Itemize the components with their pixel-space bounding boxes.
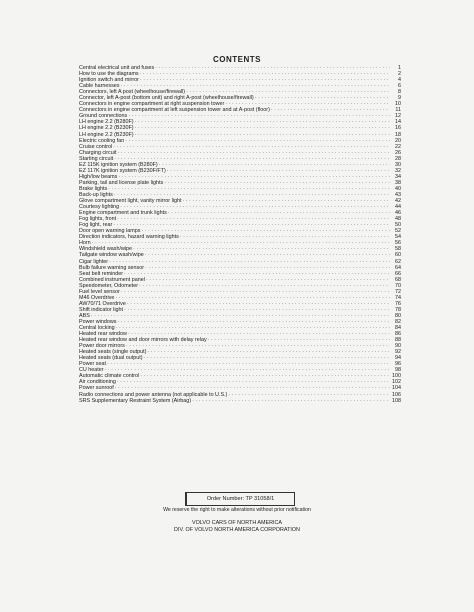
toc-entry-title: CU heater	[79, 367, 104, 374]
toc-entry-title: Automatic climate control	[79, 373, 140, 380]
toc-entry-page-number: 48	[395, 216, 401, 223]
toc-entry-page-number: 78	[395, 306, 401, 313]
toc-entry-title: Speedometer, Odometer	[79, 282, 139, 289]
toc-entry-title: Back-up lights	[79, 191, 113, 198]
toc-entry-page-number: 4	[398, 77, 401, 84]
toc-entry-title: Heated rear window	[79, 331, 127, 338]
toc-entry-page-number: 90	[395, 343, 401, 350]
toc-entry-title: Central locking	[79, 325, 115, 332]
toc-entry-title: SRS Supplementary Restraint System (Airbag)	[79, 397, 192, 404]
toc-entry-page-number: 12	[395, 113, 401, 120]
toc-entry-title: Door open warning lamps	[79, 228, 141, 235]
toc-entry-title: Connectors in engine compartment at left suspension tower and at A-post (floor)	[79, 107, 270, 114]
toc-entry	[79, 398, 401, 404]
toc-entry-page-number: 70	[395, 282, 401, 289]
toc-entry-page-number: 82	[395, 318, 401, 325]
toc-entry-title: Central electrical unit and fuses	[79, 65, 155, 71]
toc-entry-title: Connectors in engine compartment at right suspension tower	[79, 101, 225, 108]
toc-entry-page-number: 76	[395, 300, 401, 307]
toc-entry-page-number: 44	[395, 204, 401, 211]
toc-entry-page-number: 9	[398, 95, 401, 102]
toc-entry-title: EZ 117K ignition system (B230F/FT)	[79, 167, 166, 174]
toc-entry-title: Connector, left A-post (bottom unit) and right A-post (wheelhouse/firewall)	[79, 95, 254, 102]
toc-entry-title: Cable harnesses	[79, 83, 120, 90]
toc-entry-page-number: 80	[395, 312, 401, 319]
toc-entry-title: Direction indicators, hazard warning lights	[79, 234, 179, 241]
toc-entry-page-number: 64	[395, 264, 401, 271]
toc-entry-title: Seat belt reminder	[79, 270, 124, 277]
toc-entry-page-number: 104	[392, 385, 401, 392]
toc-entry-title: Parking, tail and license plate lights	[79, 179, 164, 186]
toc-entry-page-number: 22	[395, 143, 401, 150]
toc-entry-page-number: 38	[395, 179, 401, 186]
toc-entry-page-number: 92	[395, 349, 401, 356]
toc-entry-title: Power seat	[79, 361, 106, 368]
toc-entry-title: Fog lights, front	[79, 216, 117, 223]
toc-entry-title: Shift indicator light	[79, 306, 124, 313]
toc-entry-title: LH engine 2.2 (B230F)	[79, 125, 134, 132]
toc-entry-title: Power windows	[79, 318, 117, 325]
toc-entry-title: Connectors, left A post (wheelhouse/firewall)	[79, 89, 186, 96]
publisher-division: DIV. OF VOLVO NORTH AMERICA CORPORATION	[174, 527, 300, 533]
alteration-notice: We reserve the right to make alterations without prior notification	[163, 507, 311, 513]
toc-entry-title: AW70/71 Overdrive	[79, 300, 126, 307]
toc-entry-title: Heated seats (single output)	[79, 349, 147, 356]
dot-leader	[192, 398, 390, 404]
toc-entry-page-number: 32	[395, 167, 401, 174]
toc-entry-title: Radio connections and power antenna (not applicable to U.S.)	[79, 391, 228, 398]
toc-entry-title: Courtesy lighting	[79, 204, 120, 211]
toc-entry-title: Engine compartment and trunk lights	[79, 210, 167, 217]
toc-entry-page-number: 10	[395, 101, 401, 108]
toc-entry-page-number: 62	[395, 258, 401, 265]
toc-entry-page-number: 100	[392, 373, 401, 380]
toc-entry-title: Ground connections	[79, 113, 128, 120]
toc-entry-title: LH engine 2.2 (B280F)	[79, 119, 134, 126]
toc-entry-page-number: 16	[395, 125, 401, 132]
toc-entry-title: Heated seats (dual output)	[79, 355, 143, 362]
toc-entry-title: Heated rear window and door mirrors with delay relay	[79, 337, 207, 344]
toc-entry-page-number: 108	[392, 397, 401, 404]
toc-entry-page-number: 46	[395, 210, 401, 217]
toc-entry-page-number: 86	[395, 331, 401, 338]
toc-entry-title: Power door mirrors	[79, 343, 125, 350]
toc-entry-title: Windshield wash/wipe	[79, 246, 133, 253]
toc-entry-title: M46 Overdrive	[79, 294, 115, 301]
toc-entry-page-number: 11	[395, 107, 401, 114]
toc-entry-title: High/low beams	[79, 173, 118, 180]
toc-entry-page-number: 94	[395, 355, 401, 362]
toc-entry-page-number: 96	[395, 361, 401, 368]
toc-entry-title: Fuel level sensor	[79, 288, 120, 295]
page-title: CONTENTS	[213, 55, 261, 64]
toc-entry-page-number: 1	[398, 65, 401, 71]
toc-entry-page-number: 66	[395, 270, 401, 277]
order-number: Order Number: TP 31058/1	[185, 492, 295, 506]
toc-entry-page-number: 6	[398, 83, 401, 90]
toc-entry-title: Horn	[79, 240, 91, 247]
toc-entry-page-number: 20	[395, 137, 401, 144]
toc-entry-page-number: 52	[395, 228, 401, 235]
toc-entry-page-number: 106	[392, 391, 401, 398]
toc-entry-title: Cigar lighter	[79, 258, 109, 265]
toc-entry-page-number: 50	[395, 222, 401, 229]
toc-entry-page-number: 68	[395, 276, 401, 283]
toc-entry-page-number: 60	[395, 252, 401, 259]
table-of-contents	[79, 65, 401, 404]
toc-entry-title: Electric cooling fan	[79, 137, 125, 144]
toc-entry-page-number: 40	[395, 185, 401, 192]
toc-entry-title: Combined instrument panel	[79, 276, 145, 283]
toc-entry-page-number: 28	[395, 155, 401, 162]
toc-entry-title: Fog light, rear	[79, 222, 113, 229]
toc-entry-title: LH engine 2.2 (B230F)	[79, 131, 134, 138]
toc-entry-page-number: 54	[395, 234, 401, 241]
toc-entry-page-number: 8	[398, 89, 401, 96]
toc-entry-page-number: 58	[395, 246, 401, 253]
toc-entry-title: Cruise control	[79, 143, 113, 150]
toc-entry-page-number: 30	[395, 161, 401, 168]
toc-entry-title: EZ 115K ignition system (B280F)	[79, 161, 158, 168]
toc-entry-title: Brake lights	[79, 185, 108, 192]
toc-entry-page-number: 88	[395, 337, 401, 344]
toc-entry-title: ABS	[79, 312, 90, 319]
toc-entry-title: Power sunroof	[79, 385, 114, 392]
toc-entry-page-number: 98	[395, 367, 401, 374]
toc-entry-title: Glove compartment light, vanity mirror light	[79, 198, 182, 205]
toc-entry-title: Starting circuit	[79, 155, 114, 162]
toc-entry-page-number: 2	[398, 71, 401, 78]
publisher-name: VOLVO CARS OF NORTH AMERICA	[192, 520, 282, 526]
toc-entry-page-number: 14	[395, 119, 401, 126]
toc-entry-title: Air conditioning	[79, 379, 116, 386]
toc-entry-page-number: 102	[392, 379, 401, 386]
toc-entry-page-number: 72	[395, 288, 401, 295]
toc-entry-page-number: 42	[395, 198, 401, 205]
toc-entry-title: Bulb failure warning sensor	[79, 264, 145, 271]
toc-entry-page-number: 43	[395, 191, 401, 198]
toc-entry-page-number: 34	[395, 173, 401, 180]
toc-entry-title: Charging circuit	[79, 149, 117, 156]
toc-entry-page-number: 74	[395, 294, 401, 301]
toc-entry-title: Tailgate window wash/wipe	[79, 252, 144, 259]
toc-entry-page-number: 26	[395, 149, 401, 156]
toc-entry-page-number: 18	[395, 131, 401, 138]
toc-entry-title: Ignition switch and mirror	[79, 77, 139, 84]
toc-entry-page-number: 56	[395, 240, 401, 247]
toc-entry-page-number: 84	[395, 325, 401, 332]
toc-entry-title: How to use the diagrams	[79, 71, 139, 78]
